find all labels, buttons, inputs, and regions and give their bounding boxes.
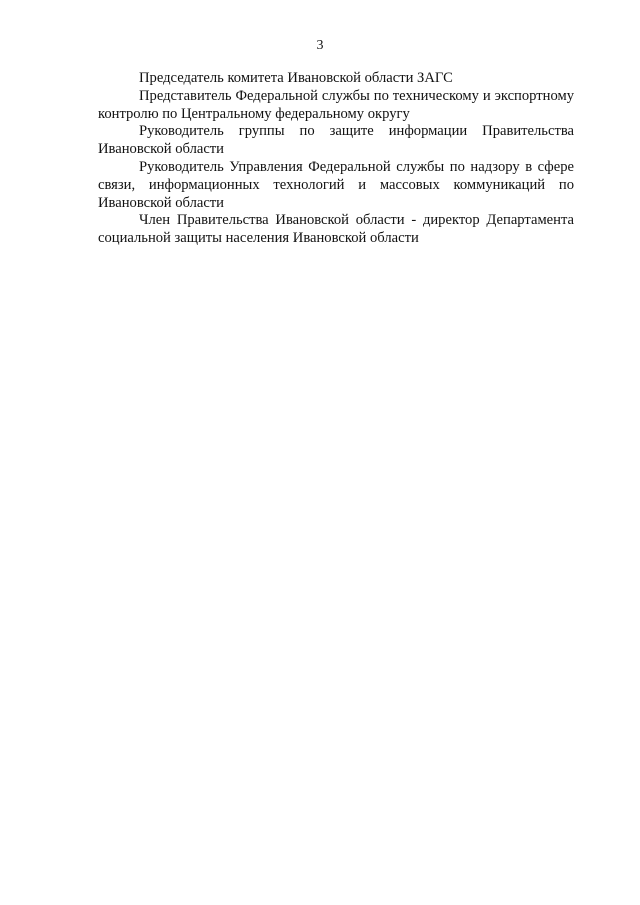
page-number: 3 — [316, 38, 324, 53]
member-paragraph-zags-chair: Председатель комитета Ивановской области ЗАГС — [139, 70, 453, 86]
member-paragraph-social-protection-director: Член Правительства Ивановской области - директор Департамента социальной защиты населения Ивановской области — [98, 212, 574, 247]
member-list — [98, 70, 574, 248]
member-paragraph-fstek-representative: Представитель Федеральной службы по техническому и экспортному контролю по Центральному федеральному округу — [98, 87, 574, 122]
member-paragraph-infosec-group-head: Руководитель группы по защите информации Правительства Ивановской области — [98, 123, 574, 158]
member-paragraph-roskomnadzor-head: Руководитель Управления Федеральной службы по надзору в сфере связи, информационных технологий и массовых коммуникаций по Ивановской области — [98, 158, 574, 211]
